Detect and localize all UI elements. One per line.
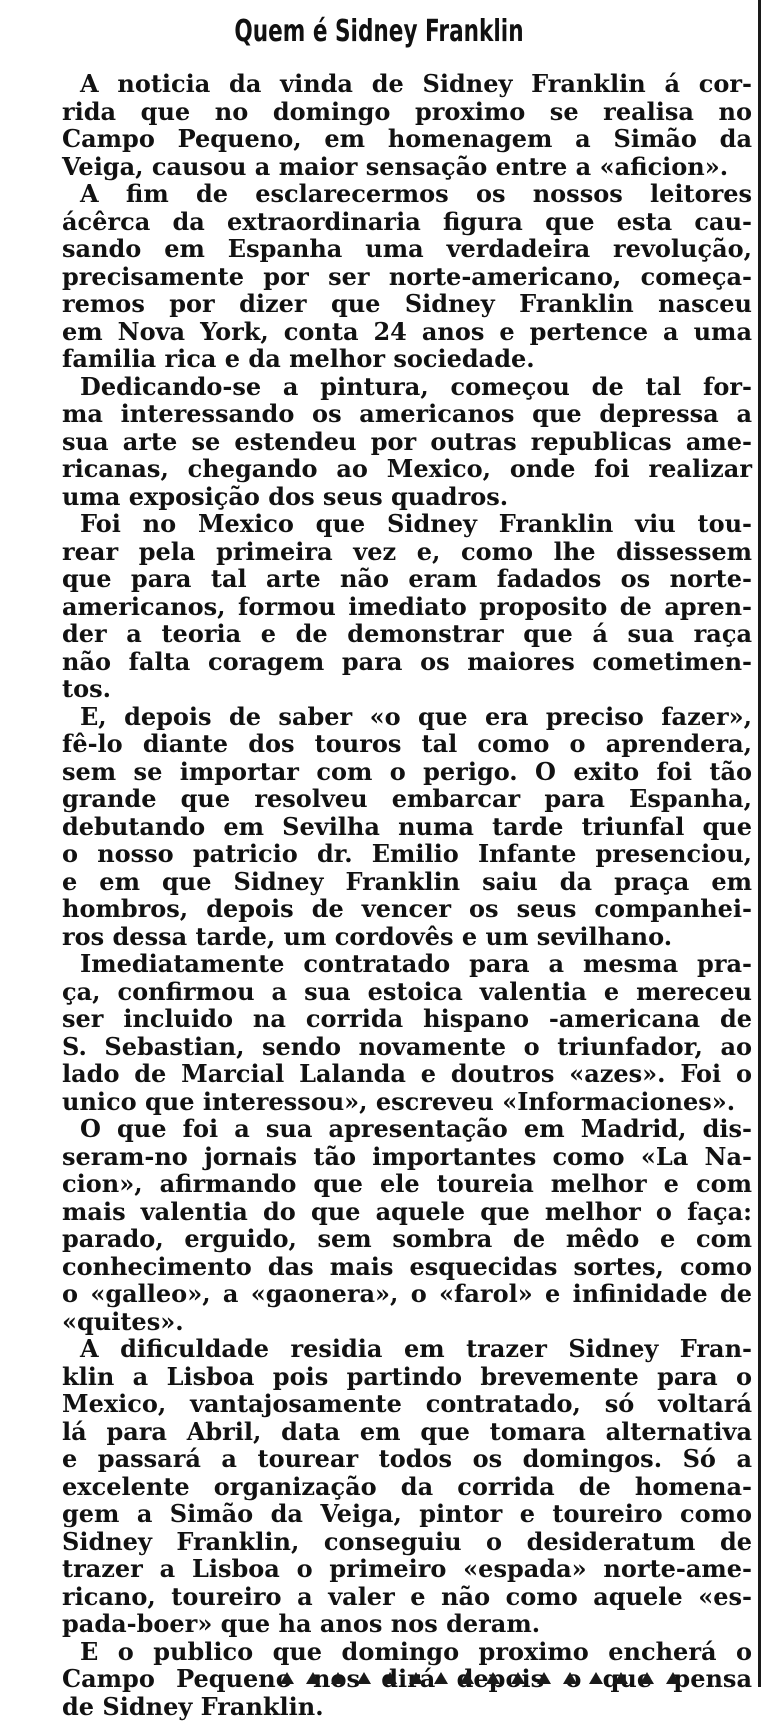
article-line: rida que no domingo proximo se realisa no: [62, 96, 752, 126]
article-paragraph: [62, 703, 752, 951]
article-line: ros dessa tarde, um cordovês e um sevilhano.: [62, 921, 673, 951]
article-line: parado, erguido, sem sombra de mêdo e com: [62, 1224, 752, 1253]
article-line: ricanas, chegando ao Mexico, onde foi realizar: [62, 454, 752, 483]
article-line: Sidney Franklin, conseguiu o desideratum de: [62, 1526, 752, 1556]
article-line: ser incluido na corrida hispano -americana de: [62, 1004, 752, 1033]
ornament-triangle: [460, 1672, 474, 1684]
article-line: grande que resolveu embarcar para Espanha,: [62, 784, 752, 813]
article-line: lá para Abril, data em que tomara alternativa: [62, 1416, 752, 1446]
ornament-triangle: [589, 1672, 603, 1684]
article-line: ácêrca da extraordinaria figura que esta cau-: [62, 206, 752, 236]
article-body: [62, 70, 752, 1720]
article-line: e em que Sidney Franklin saiu da praça em: [62, 866, 752, 896]
article-line: remos por dizer que Sidney Franklin nasceu: [62, 289, 752, 318]
ornament-triangle: [537, 1672, 551, 1684]
article-line: familia rica e da melhor sociedade.: [62, 344, 535, 373]
article-paragraph: [62, 1115, 752, 1335]
column-rule: [758, 0, 761, 1687]
ornament-triangle: [511, 1672, 525, 1684]
article-line: lado de Marcial Lalanda e doutros «azes». Foi o: [62, 1059, 752, 1088]
article-line: ricano, toureiro a valer e não como aquele «es-: [62, 1581, 752, 1611]
article-paragraph: [62, 70, 752, 180]
headline: Quem é Sidney Franklin: [234, 14, 524, 49]
article-line: que para tal arte não eram fadados os norte-: [62, 564, 752, 593]
article-line: «quites».: [62, 1306, 184, 1336]
article-line: Imediatamente contratado para a mesma pra-: [80, 949, 752, 978]
article-line: O que foi a sua apresentação em Madrid, dis-: [80, 1114, 752, 1143]
article-line: gem a Simão da Veiga, pintor e toureiro como: [62, 1499, 752, 1528]
article-line: conhecimento das mais esquecidas sortes, como: [62, 1251, 752, 1281]
article-line: de Sidney Franklin.: [62, 1691, 324, 1721]
article-paragraph: [62, 1335, 752, 1638]
ornament-triangle: [357, 1672, 371, 1684]
article-paragraph: [62, 180, 752, 373]
article-paragraph: [62, 950, 752, 1115]
ornament-triangle: [331, 1672, 345, 1684]
article-line: não falta coragem para os maiores cometimen-: [62, 646, 752, 676]
article-line: tos.: [62, 674, 111, 703]
article-line: fê-lo diante dos touros tal como o aprendera,: [62, 729, 752, 758]
article-line: mais valentia do que aquele que melhor o faça:: [62, 1196, 752, 1226]
article-line: ça, confirmou a sua estoica valentia e mereceu: [62, 976, 752, 1006]
article-line: trazer a Lisboa o primeiro «espada» norte-ame-: [62, 1554, 752, 1583]
article-line: debutando em Sevilha numa tarde triunfal que: [62, 811, 752, 841]
article-line: rear pela primeira vez e, como lhe dissessem: [62, 536, 752, 566]
article-line: E, depois de saber «o que era preciso fazer»,: [80, 701, 752, 731]
footer-ornament-rule: [280, 1670, 680, 1684]
ornament-triangle: [614, 1672, 628, 1684]
article-line: unico que interessou», escreveu «Informaciones».: [62, 1086, 736, 1116]
article-line: americanos, formou imediato proposito de apren-: [62, 591, 752, 621]
article-line: seram-no jornais tão importantes como «La Na-: [62, 1141, 752, 1171]
ornament-triangle: [409, 1672, 423, 1684]
article-line: em Nova York, conta 24 anos e pertence a uma: [62, 316, 752, 346]
article-line: Foi no Mexico que Sidney Franklin viu tou-: [80, 509, 752, 538]
ornament-triangle: [666, 1672, 680, 1684]
article-line: pada-boer» que ha anos nos deram.: [62, 1609, 541, 1638]
article-line: e passará a tourear todos os domingos. Só a: [62, 1444, 752, 1473]
article-line: sua arte se estendeu por outras republicas ame-: [62, 426, 752, 456]
article-line: cion», afirmando que ele toureia melhor e com: [62, 1169, 752, 1198]
article-line: E o publico que domingo proximo encherá o: [80, 1636, 752, 1666]
article-line: precisamente por ser norte-americano, começa-: [62, 261, 752, 291]
article-line: Campo Pequeno nos dirá depois o que pensa: [62, 1664, 752, 1693]
article-line: o nosso patricio dr. Emilio Infante presenciou,: [62, 839, 752, 868]
article-line: Dedicando-se a pintura, começou de tal for-: [80, 371, 752, 401]
article-paragraph: [62, 510, 752, 703]
article-line: klin a Lisboa pois partindo brevemente para o: [62, 1361, 752, 1391]
article-line: excelente organização da corrida de homena-: [62, 1471, 752, 1501]
ornament-triangle: [280, 1672, 294, 1684]
article-line: ma interessando os americanos que depressa a: [62, 399, 752, 428]
article-line: der a teoria e de demonstrar que á sua raça: [62, 619, 752, 648]
ornament-triangle: [486, 1672, 500, 1684]
article-line: S. Sebastian, sendo novamente o triunfador, ao: [62, 1031, 752, 1061]
article-line: o «galleo», a «gaonera», o «farol» e infinidade de: [62, 1279, 752, 1308]
article-line: Campo Pequeno, em homenagem a Simão da: [62, 124, 752, 153]
article-line: Veiga, causou a maior sensação entre a «aficion».: [62, 151, 729, 181]
article-line: A fim de esclarecermos os nossos leitores: [80, 179, 752, 208]
ornament-triangle: [563, 1672, 577, 1684]
article-line: sando em Espanha uma verdadeira revolução,: [62, 234, 752, 263]
ornament-triangle: [434, 1672, 448, 1684]
ornament-triangle: [640, 1672, 654, 1684]
article-line: uma exposição dos seus quadros.: [62, 481, 509, 511]
article-line: hombros, depois de vencer os seus companhei-: [62, 894, 752, 923]
ornament-triangle: [306, 1672, 320, 1684]
article-line: A noticia da vinda de Sidney Franklin á cor-: [80, 69, 752, 98]
ornament-triangle: [383, 1672, 397, 1684]
article-line: sem se importar com o perigo. O exito foi tão: [62, 756, 752, 786]
article-line: A dificuldade residia em trazer Sidney Fran-: [80, 1334, 752, 1363]
article-paragraph: [62, 373, 752, 511]
article-line: Mexico, vantajosamente contratado, só voltará: [62, 1389, 752, 1418]
